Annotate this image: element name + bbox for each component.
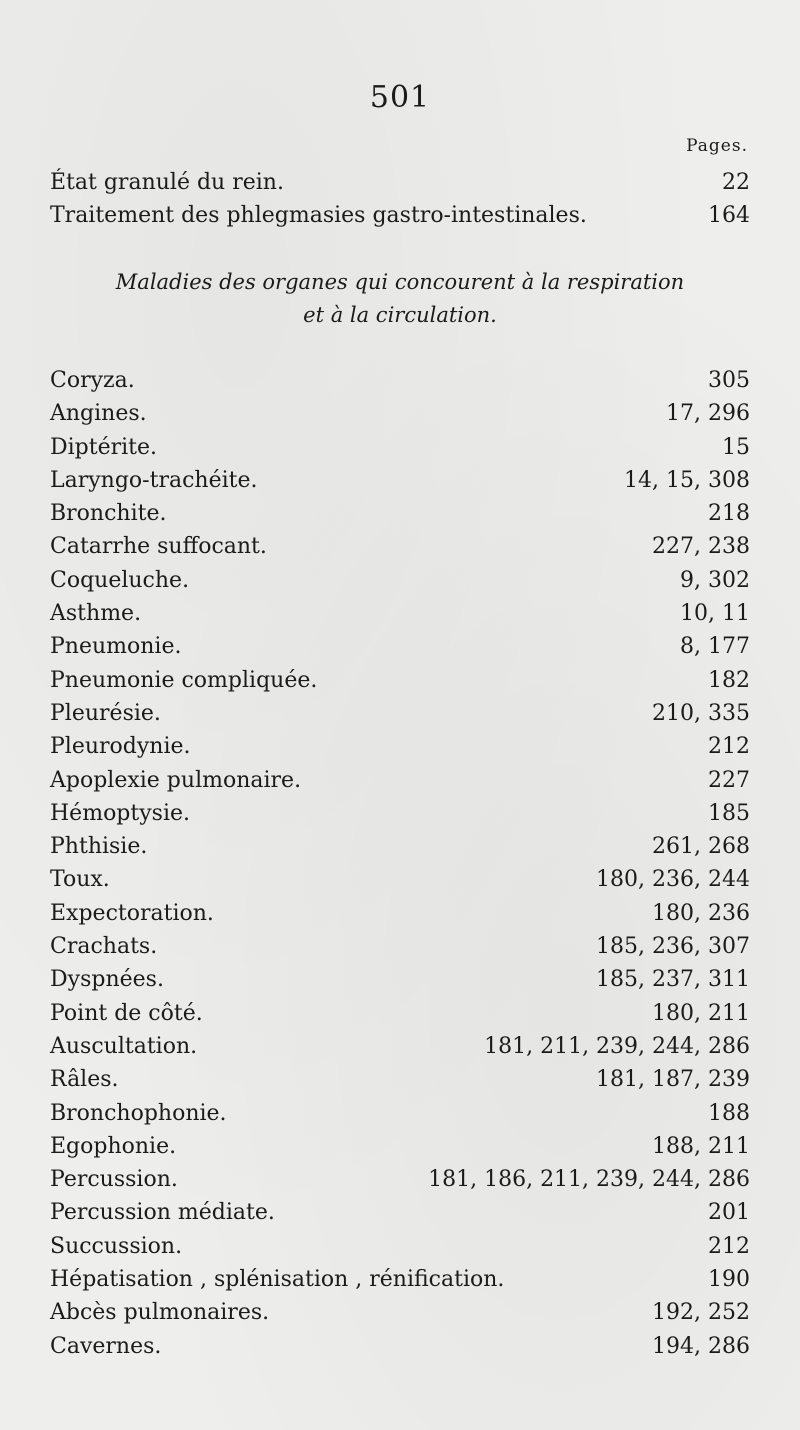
top-entry-list [50,166,750,233]
entry-page-ref: 305 [708,368,750,393]
entry-term: Bronchite. [50,501,167,527]
entry-page-ref: 9, 302 [680,567,750,593]
index-entry [50,830,750,863]
entry-page-ref: 227, 238 [652,534,750,560]
index-entry [50,464,750,497]
entry-page-ref: 8, 177 [680,634,750,660]
entry-page-ref: 212 [708,734,750,760]
entry-term: Diptérite. [50,434,158,460]
entry-term: Catarrhe suffocant. [50,534,267,560]
entry-page-ref: 261, 268 [652,834,750,860]
entry-page-ref: 182 [708,667,750,693]
entry-page-ref: 185 [708,800,750,826]
entry-page-ref: 180, 236, 244 [596,867,750,893]
entry-term: Laryngo-trachéite. [50,467,258,493]
entry-page-ref: 14, 15, 308 [624,467,750,493]
entry-page-ref: 194, 286 [652,1333,750,1359]
entry-page-ref: 201 [708,1200,750,1226]
entry-page-ref: 15 [722,434,750,460]
entry-page-ref: 185, 236, 307 [596,934,750,960]
entry-term: Traitement des phlegmasies gastro-intestinales. [50,203,587,229]
entry-term: Crachats. [50,934,158,960]
entry-term: État granulé du rein. [50,170,284,195]
index-entry [50,797,750,830]
entry-term: Point de côté. [50,1000,203,1026]
entry-term: Râles. [50,1067,119,1093]
index-entry [50,1130,750,1163]
index-entry [50,730,750,763]
index-entry [50,1296,750,1329]
entry-page-ref: 212 [708,1233,750,1259]
entry-page-ref: 192, 252 [652,1300,750,1326]
entry-term: Phthisie. [50,834,148,860]
entry-term: Pneumonie compliquée. [50,667,318,693]
section-heading [50,266,750,332]
pages-column-label: Pages. [686,136,748,156]
index-entry [50,630,750,663]
entry-term: Pneumonie. [50,634,182,660]
entry-term: Toux. [50,867,110,893]
entry-term: Bronchophonie. [50,1100,227,1126]
index-entry [50,397,750,430]
entry-page-ref: 181, 186, 211, 239, 244, 286 [428,1167,750,1193]
entry-term: Succussion. [50,1233,183,1259]
entry-page-ref: 164 [708,203,750,229]
index-entry [50,664,750,697]
entry-page-ref: 17, 296 [666,401,750,427]
entry-term: Percussion médiate. [50,1200,275,1226]
section-heading-line-2: et à la circulation. [303,303,497,327]
entry-term: Percussion. [50,1167,178,1193]
entry-page-ref: 190 [708,1267,750,1293]
entry-page-ref: 210, 335 [652,700,750,726]
entry-page-ref: 180, 211 [652,1000,750,1026]
index-entry [50,597,750,630]
index-entry [50,1230,750,1263]
entry-term: Dyspnées. [50,967,164,993]
entry-page-ref: 22 [722,170,750,195]
index-entry [50,199,750,232]
index-entry [50,1196,750,1229]
entry-term: Pleurésie. [50,700,161,726]
index-entry [50,1030,750,1063]
entry-term: Asthme. [50,601,142,627]
index-entry [50,930,750,963]
index-entry [50,497,750,530]
index-entry-list [50,364,750,1363]
index-entry [50,166,750,199]
entry-term: Cavernes. [50,1333,162,1359]
entry-term: Expectoration. [50,900,214,926]
entry-page-ref: 181, 187, 239 [596,1067,750,1093]
entry-term: Angines. [50,401,147,427]
entry-term: Pleurodynie. [50,734,191,760]
index-entry [50,364,750,397]
index-entry [50,530,750,563]
index-entry [50,1263,750,1296]
entry-page-ref: 188, 211 [652,1133,750,1159]
index-entry [50,997,750,1030]
index-entry [50,564,750,597]
index-entry [50,897,750,930]
entry-term: Abcès pulmonaires. [50,1300,270,1326]
entry-page-ref: 227 [708,767,750,793]
section-heading-line-1: Maladies des organes qui concourent à la respiration [115,270,685,294]
index-entry [50,1063,750,1096]
entry-term: Coryza. [50,368,135,393]
entry-page-ref: 180, 236 [652,900,750,926]
index-entry [50,764,750,797]
entry-term: Egophonie. [50,1133,177,1159]
entry-term: Apoplexie pulmonaire. [50,767,302,793]
index-entry [50,431,750,464]
entry-term: Auscultation. [50,1033,198,1059]
entry-page-ref: 218 [708,501,750,527]
index-entry [50,863,750,896]
entry-page-ref: 188 [708,1100,750,1126]
index-entry [50,1163,750,1196]
index-entry [50,963,750,996]
page-number: 501 [369,80,431,115]
index-entry [50,1330,750,1363]
entry-term: Coqueluche. [50,567,190,593]
entry-page-ref: 10, 11 [680,601,750,627]
index-entry [50,697,750,730]
entry-page-ref: 185, 237, 311 [596,967,750,993]
entry-page-ref: 181, 211, 239, 244, 286 [484,1033,750,1059]
index-entry [50,1097,750,1130]
entry-term: Hépatisation , splénisation , rénification. [50,1267,505,1293]
entry-term: Hémoptysie. [50,800,191,826]
